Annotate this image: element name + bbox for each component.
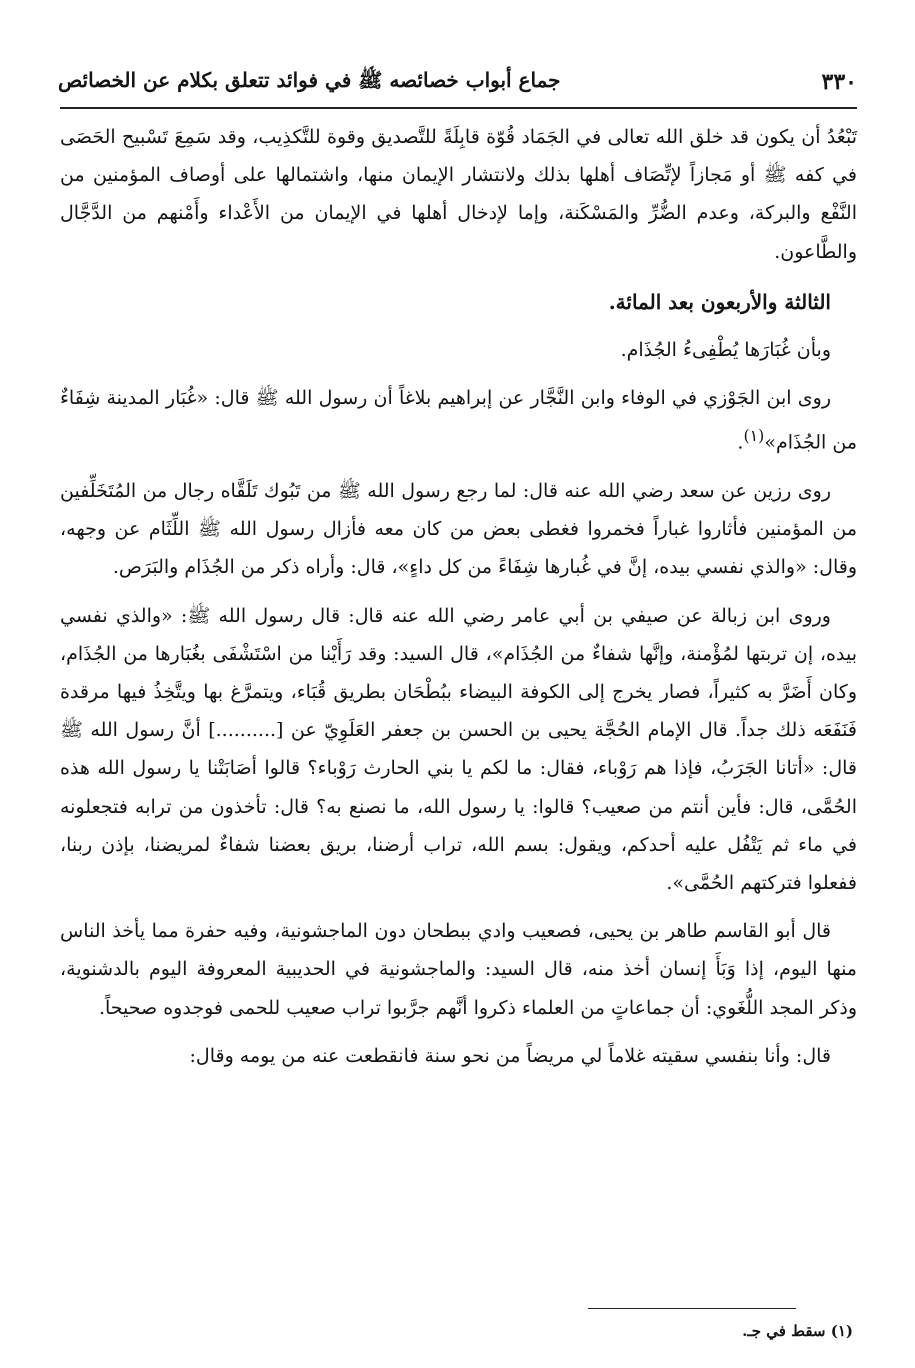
paragraph-3 [60, 379, 857, 462]
section-heading: الثالثة والأربعون بعد المائة. [608, 289, 831, 314]
page-number: ٣٣٠ [821, 69, 857, 95]
paragraph-4: روى رزين عن سعد رضي الله عنه قال: لما رجع رسول الله ﷺ من تَبُوك تَلَقَّاه رجال من المُتَخَلِّفين من المؤمنين فأثاروا غباراً فخمروا فغطى بعض من كان معه فأزال رسول الله ﷺ اللِّثَام عن وجهه، وقال: «والذي نفسي بيده، إنَّ في غُبارها شِفَاءً من كل داءٍ»، قال: وأراه ذكر من الجُذَام والبَرَص. [60, 479, 857, 579]
paragraph-1: تَبْعُدُ أن يكون قد خلق الله تعالى في الجَمَاد قُوّة قابِلَةً للتَّصديق وقوة للتَّكذِيب، وقد سَمِعَ تَسْبيح الحَصَى في كفه ﷺ أو مَجازاً لإتِّصَاف أهلها بذلك ولانتشار الإيمان منها، واشتمالها على أوصاف المؤمنين من النَّفْع والبركة، وعدم الضُّرِّ والمَسْكَنة، وإما لإدخال أهلها في الإيمان من الأَعْداء وأَمْنهم من الدَّجَّال والطَّاعون. [60, 126, 857, 263]
footnote-marker: (١) [830, 1322, 853, 1340]
running-head [58, 62, 857, 102]
footnote-rule [588, 1308, 796, 1309]
paragraph-3-text: روى ابن الجَوْزي في الوفاء وابن النَّجَّار عن إبراهيم بلاغاً أن رسول الله ﷺ قال: «غُبَار المدينة شِفَاءٌ من الجُذَام» [60, 387, 857, 454]
footnote-text: سقط في جـ. [742, 1322, 826, 1340]
header-rule [60, 107, 857, 109]
paragraph-3-end: . [737, 431, 744, 454]
paragraph-5: وروى ابن زبالة عن صيفي بن أبي عامر رضي الله عنه قال: قال رسول الله ﷺ: «والذي نفسي بيده، إن تربتها لمُؤْمنة، وإنَّها شفاءٌ من الجُذَام»، قال السيد: وقد رَأَيْنا من اسْتَشْفَى بغُبَارها من الجُذَام، وكان أَضَرَّ به كثيراً، فصار يخرج إلى الكوفة البيضاء ببُطْحَان بطريق قُبَاء، ويتمرَّغ بها ويتَّخِذُ فيها مرقدة فَنَفَعَه ذلك جداً. قال الإمام الحُجَّة يحيى بن الحسن بن جعفر العَلَوِيّ عن [..........] أنَّ رسول الله ﷺ قال: «أتانا الجَرَبُ، فإذا هم رَوْباء، فقال: ما لكم يا بني الحارث رَوْباء؟ قالوا أصَابَتْنا يا رسول الله هذه الحُمَّى، قال: فأين أنتم من صعيب؟ قالوا: يا رسول الله، ما نصنع به؟ قال: تأخذون من ترابه فتجعلونه في ماء ثم يَتْفُل عليه أحدكم، ويقول: بسم الله، تراب أرضنا، بريق بعضنا شفاءٌ لمريضنا، بإذن ربنا، ففعلوا فتركتهم الحُمَّى». [60, 604, 857, 894]
paragraph-6: قال أبو القاسم طاهر بن يحيى، فصعيب وادي ببطحان دون الماجشونية، وفيه حفرة مما يأخذ الناس منها اليوم، إذا وَبَأَ إنسان أخذ منه، قال السيد: والماجشونية في الحديبية المعروفة اليوم بالدشنوية، وذكر المجد اللُّغَوي: أن جماعاتٍ من العلماء ذكروا أنَّهم جرَّبوا تراب صعيب للحمى فوجدوه صحيحاً. [60, 920, 857, 1019]
footnote-reference[interactable]: (١) [743, 426, 765, 446]
running-title: جماع أبواب خصائصه ﷺ في فوائد تتعلق بكلام عن الخصائص [58, 67, 561, 92]
paragraph-7: قال: وأنا بنفسي سقيته غلاماً لي مريضاً من نحو سنة فانقطعت عنه من يومه وقال: [189, 1044, 831, 1067]
footnote [742, 1322, 853, 1340]
paragraph-2: وبأن غُبَارَها يُطْفِىءُ الجُذَام. [620, 339, 831, 362]
main-text [60, 118, 857, 1075]
